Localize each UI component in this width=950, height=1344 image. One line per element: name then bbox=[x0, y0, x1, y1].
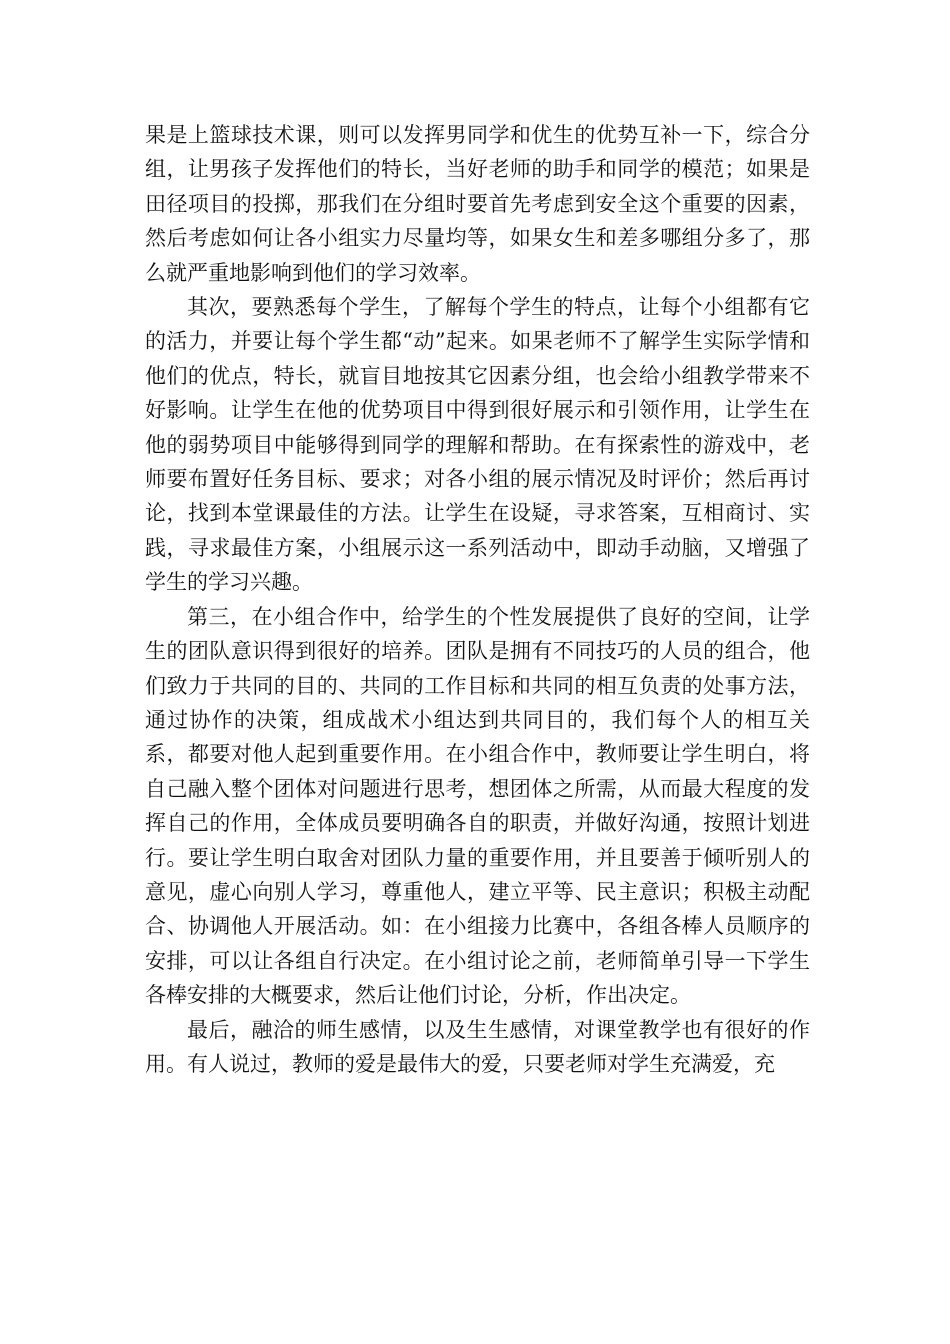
paragraph-3: 第三，在小组合作中，给学生的个性发展提供了良好的空间，让学生的团队意识得到很好的培养。团队是拥有不同技巧的人员的组合，他们致力于共同的目的、共同的工作目标和共同的相互负责的处事方法，通过协作的决策，组成战术小组达到共同目的，我们每个人的相互关系，都要对他人起到重要作用。在小组合作中，教师要让学生明白，将自己融入整个团体对问题进行思考，想团体之所需，从而最大程度的发挥自己的作用，全体成员要明确各自的职责，并做好沟通，按照计划进行。要让学生明白取舍对团队力量的重要作用，并且要善于倾听别人的意见，虚心向别人学习，尊重他人，建立平等、民主意识；积极主动配合、协调他人开展活动。如：在小组接力比赛中，各组各棒人员顺序的安排，可以让各组自行决定。在小组讨论之前，老师简单引导一下学生各棒安排的大概要求，然后让他们讨论，分析，作出决定。 bbox=[145, 604, 810, 1008]
document-body bbox=[145, 118, 810, 1081]
paragraph-4: 最后，融洽的师生感情，以及生生感情，对课堂教学也有很好的作用。有人说过，教师的爱是最伟大的爱，只要老师对学生充满爱，充 bbox=[145, 1017, 810, 1076]
paragraph-1: 果是上篮球技术课，则可以发挥男同学和优生的优势互补一下，综合分组，让男孩子发挥他们的特长，当好老师的助手和同学的模范；如果是田径项目的投掷，那我们在分组时要首先考虑到安全这个重要的因素，然后考虑如何让各小组实力尽量均等，如果女生和差多哪组分多了，那么就严重地影响到他们的学习效率。 bbox=[145, 123, 810, 285]
paragraph-2: 其次，要熟悉每个学生，了解每个学生的特点，让每个小组都有它的活力，并要让每个学生都“动”起来。如果老师不了解学生实际学情和他们的优点，特长，就盲目地按其它因素分组，也会给小组教学带来不好影响。让学生在他的优势项目中得到很好展示和引领作用，让学生在他的弱势项目中能够得到同学的理解和帮助。在有探索性的游戏中，老师要布置好任务目标、要求；对各小组的展示情况及时评价；然后再讨论，找到本堂课最佳的方法。让学生在设疑，寻求答案，互相商讨、实践，寻求最佳方案，小组展示这一系列活动中，即动手动脑，又增强了学生的学习兴趣。 bbox=[145, 295, 810, 595]
